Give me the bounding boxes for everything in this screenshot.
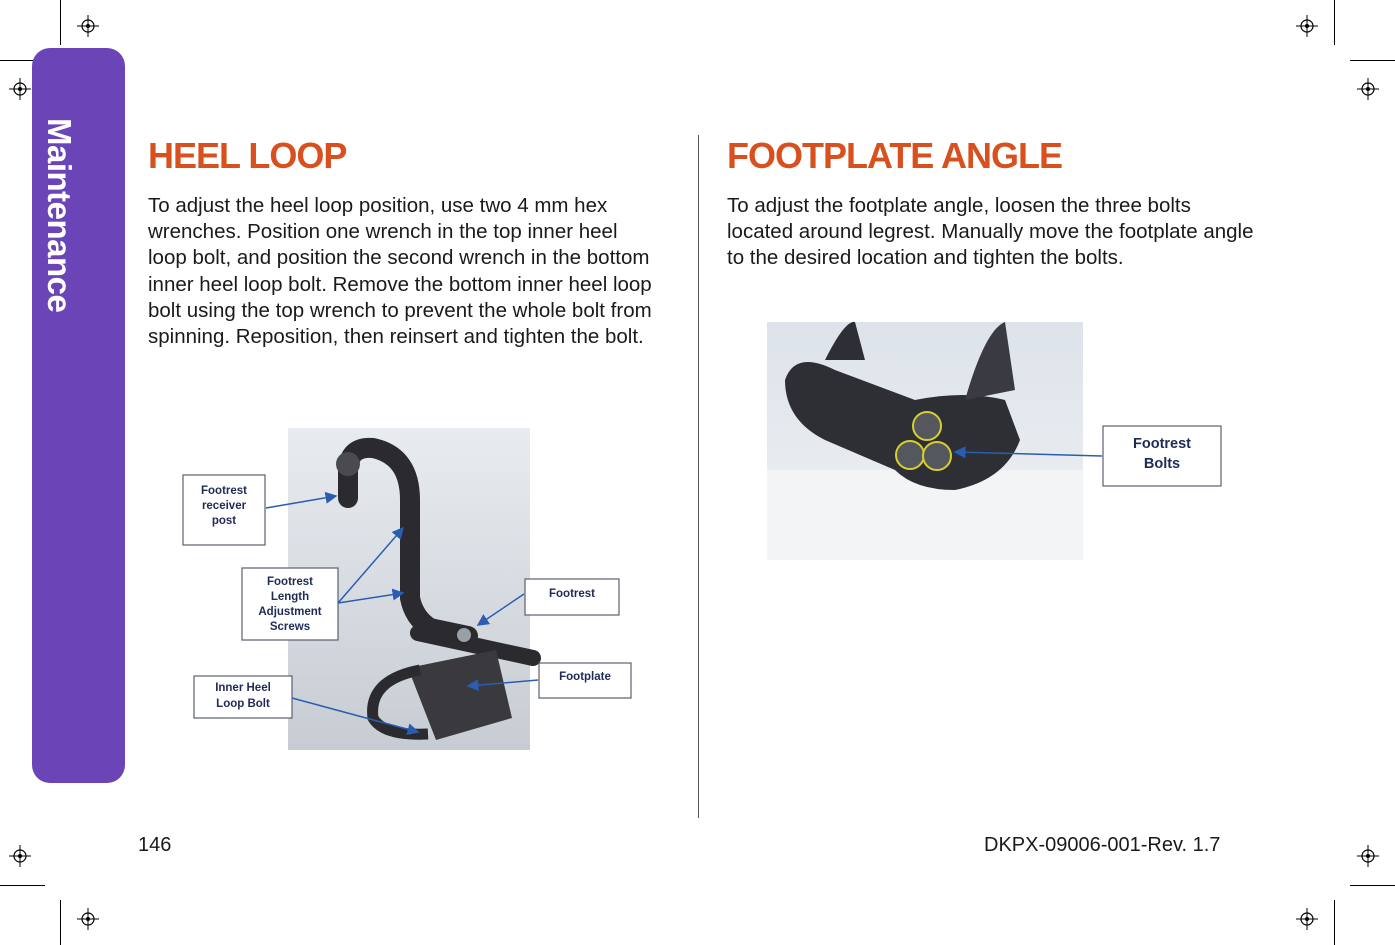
registration-mark-icon bbox=[1357, 845, 1379, 867]
registration-mark-icon bbox=[77, 908, 99, 930]
svg-text:Bolts: Bolts bbox=[1143, 456, 1181, 472]
callout-box-footplate bbox=[539, 663, 631, 698]
trim-mark bbox=[0, 885, 45, 886]
svg-text:Adjustment: Adjustment bbox=[258, 606, 322, 618]
pivot-hole bbox=[457, 628, 471, 642]
footplate-angle-diagram bbox=[765, 320, 1223, 565]
callout-box-inner-bolt bbox=[194, 676, 292, 718]
callout-box-length-screws bbox=[242, 568, 338, 640]
page-number: 146 bbox=[138, 834, 172, 856]
trim-mark bbox=[1334, 0, 1335, 45]
svg-text:Footplate: Footplate bbox=[559, 671, 611, 683]
trim-mark bbox=[1350, 885, 1395, 886]
svg-text:post: post bbox=[211, 515, 237, 527]
trim-mark bbox=[60, 0, 61, 45]
section-tab-label: Maintenance bbox=[41, 118, 78, 313]
registration-mark-icon bbox=[1296, 908, 1318, 930]
svg-text:Inner Heel: Inner Heel bbox=[215, 682, 271, 694]
trim-mark bbox=[1334, 900, 1335, 945]
heel-loop-instructions: To adjust the heel loop position, use two 4 mm hex wrenches. Position one wrench in the top inner heel loop bolt, and position the second wrench in the bottom inner heel loop bolt. Remove the bottom inner heel loop bolt using the top wrench to prevent the whole bolt from spinning. Reposition, then reinsert and tighten the bolt. bbox=[148, 194, 652, 349]
svg-text:Length: Length bbox=[270, 591, 310, 603]
trim-mark bbox=[1350, 60, 1395, 61]
callout-box-footrest-bolts bbox=[1103, 426, 1221, 486]
heel-loop-heading: HEEL LOOP bbox=[148, 135, 347, 176]
svg-text:Footrest: Footrest bbox=[267, 576, 313, 588]
svg-text:Footrest: Footrest bbox=[549, 588, 595, 600]
svg-text:Screws: Screws bbox=[269, 621, 311, 633]
callout-box-receiver-post bbox=[183, 475, 265, 545]
svg-text:Footrest: Footrest bbox=[201, 485, 247, 497]
registration-mark-icon bbox=[1296, 15, 1318, 37]
callout-box-footrest bbox=[525, 579, 619, 615]
svg-text:receiver: receiver bbox=[201, 500, 247, 512]
footplate-angle-instructions: To adjust the footplate angle, loosen the three bolts located around legrest. Manually move the footplate angle to the desired location and tighten the bolts. bbox=[727, 194, 1254, 270]
svg-text:Loop Bolt: Loop Bolt bbox=[216, 698, 270, 710]
registration-mark-icon bbox=[9, 78, 31, 100]
heel-loop-diagram bbox=[178, 418, 640, 755]
svg-text:Footrest: Footrest bbox=[1133, 436, 1191, 452]
receiver-post-end bbox=[336, 452, 360, 476]
footplate-angle-heading: FOOTPLATE ANGLE bbox=[727, 135, 1062, 176]
registration-mark-icon bbox=[9, 845, 31, 867]
registration-mark-icon bbox=[1357, 78, 1379, 100]
column-divider bbox=[698, 135, 699, 818]
document-id: DKPX-09006-001-Rev. 1.7 bbox=[984, 834, 1221, 856]
trim-mark bbox=[60, 900, 61, 945]
registration-mark-icon bbox=[77, 15, 99, 37]
